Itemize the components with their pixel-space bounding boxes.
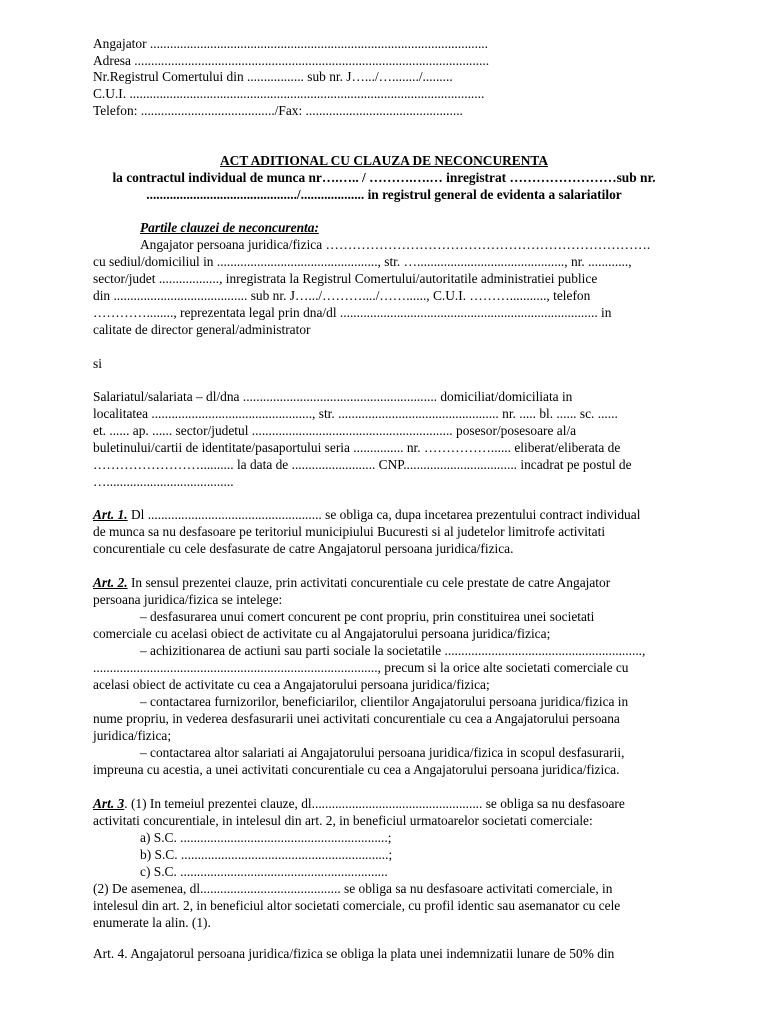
employee-line: buletinului/cartii de identitate/pasaportului seria ............... nr. ……………...... eliberat/eliberata de <box>93 440 621 455</box>
title-register-line: ............................................./................... in registrul general de evidenta a salariatilor <box>146 187 622 202</box>
document-title: ACT ADITIONAL CU CLAUZA DE NECONCURENTA <box>220 153 548 168</box>
article-2-line: – contactarea furnizorilor, beneficiarilor, clientilor Angajatorului persoana juridica/fizica in <box>140 694 629 709</box>
parties-heading: Partile clauzei de neconcurenta: <box>140 220 319 235</box>
parties-line: cu sediul/domiciliul in ................................................, str. …............................................, nr. ............, <box>93 254 632 269</box>
article-3-label: Art. 3 <box>93 796 125 811</box>
article-1-line: concurentiale cu cele desfasurate de catre Angajatorul persoana juridica/fizica. <box>93 541 514 556</box>
article-2-text: In sensul prezentei clauze, prin activitati concurentiale cu cele prestate de catre Angajator <box>127 575 611 590</box>
employee-line: Salariatul/salariata – dl/dna .......................................................... domiciliat/domiciliata in <box>93 389 573 404</box>
article-2-line: nume propriu, in vederea desfasurarii unei activitati concurentiale cu cea a Angajatorului persoana <box>93 711 620 726</box>
employer-field: Angajator ..................................................................................................... <box>93 36 489 51</box>
parties-line: calitate de director general/administrator <box>93 322 311 337</box>
parties-line: Angajator persoana juridica/fizica ………………………………………………………………. <box>140 237 651 252</box>
cui-field: C.U.I. .......................................................................................................... <box>93 86 485 101</box>
article-1-first-line <box>93 507 640 523</box>
article-3-line: c) S.C. .............................................................. <box>140 864 388 879</box>
parties-line: …………........, reprezentata legal prin dna/dl ............................................................................. in <box>93 305 612 320</box>
article-2-line: – desfasurarea unui comert concurent pe cont propriu, prin constituirea unei societati <box>140 609 595 624</box>
article-2-line: persoana juridica/fizica se intelege: <box>93 592 283 607</box>
employee-line: et. ...... ap. ...... sector/judetul ............................................................ posesor/posesoare al/a <box>93 423 577 438</box>
employee-line: …...................................... <box>93 474 234 489</box>
employee-line: …………………….......... la data de ......................... CNP.................................. incadrat pe postul de <box>93 457 632 472</box>
trade-register-field: Nr.Registrul Comertului din ................. sub nr. J….../…......../......... <box>93 69 453 84</box>
article-2-line: impreuna cu acestia, a unei activitati concurentiale cu cea a Angajatorului persoana juridica/fizica. <box>93 762 620 777</box>
phone-fax-field: Telefon: ......................................../Fax: ............................................... <box>93 103 463 118</box>
parties-line: sector/judet .................., inregistrata la Registrul Comertului/autoritatile administratiei publice <box>93 271 598 286</box>
article-1-label: Art. 1. <box>93 507 128 522</box>
article-3-line: intelesul din art. 2, in beneficiul altor societati comerciale, cu profil identic sau asemanator cu cele <box>93 898 621 913</box>
article-2-line: comerciale cu acelasi obiect de activitate cu al Angajatorului persoana juridica/fizica; <box>93 626 551 641</box>
article-2-line: – contactarea altor salariati ai Angajatorului persoana juridica/fizica in scopul desfasurarii, <box>140 745 625 760</box>
article-2-first-line <box>93 575 610 591</box>
article-2-line: juridica/fizica; <box>93 728 172 743</box>
address-field: Adresa .......................................................................................................... <box>93 53 490 68</box>
article-3-line: (2) De asemenea, dl.......................................... se obliga sa nu desfasoare activitati comerciale, in <box>93 881 613 896</box>
parties-line: din ........................................ sub nr. J….../………..../……......, C.U.I. ………..........., telefon <box>93 288 591 303</box>
title-contract-line: la contractul individual de munca nr….….. / ……….….… inregistrat ……………………sub nr. <box>112 170 656 185</box>
article-2-line: ....................................................................................., precum si la orice alte societati comerciale cu <box>93 660 629 675</box>
article-3-line: enumerate la alin. (1). <box>93 915 211 930</box>
article-3-first-line <box>93 796 625 812</box>
article-4-first-line: Art. 4. Angajatorul persoana juridica/fizica se obliga la plata unei indemnizatii lunare de 50% din <box>93 946 615 961</box>
article-1-line: de munca sa nu desfasoare pe teritoriul municipiului Bucuresti si al judetelor limitrofe activitati <box>93 524 606 539</box>
employee-line: localitatea ................................................, str. ................................................ nr. ..... bl. ...... sc. ...... <box>93 406 618 421</box>
article-2-label: Art. 2. <box>93 575 128 590</box>
article-2-line: – achizitionarea de actiuni sau parti sociale la societatile ..........................................................., <box>140 643 646 658</box>
article-3-line: activitati concurentiale, in intelesul din art. 2, in beneficiul urmatoarelor societati comerciale: <box>93 813 593 828</box>
article-3-text: . (1) In temeiul prezentei clauze, dl................................................... se obliga sa nu desfasoare <box>124 796 625 811</box>
article-3-line: a) S.C. ..............................................................; <box>140 830 392 845</box>
article-1-text: Dl .................................................... se obliga ca, dupa incetarea prezentului contract individual <box>127 507 641 522</box>
article-3-line: b) S.C. ..............................................................; <box>140 847 393 862</box>
article-2-line: acelasi obiect de activitate cu cea a Angajatorului persoana juridica/fizica; <box>93 677 490 692</box>
and-separator: si <box>93 356 102 371</box>
